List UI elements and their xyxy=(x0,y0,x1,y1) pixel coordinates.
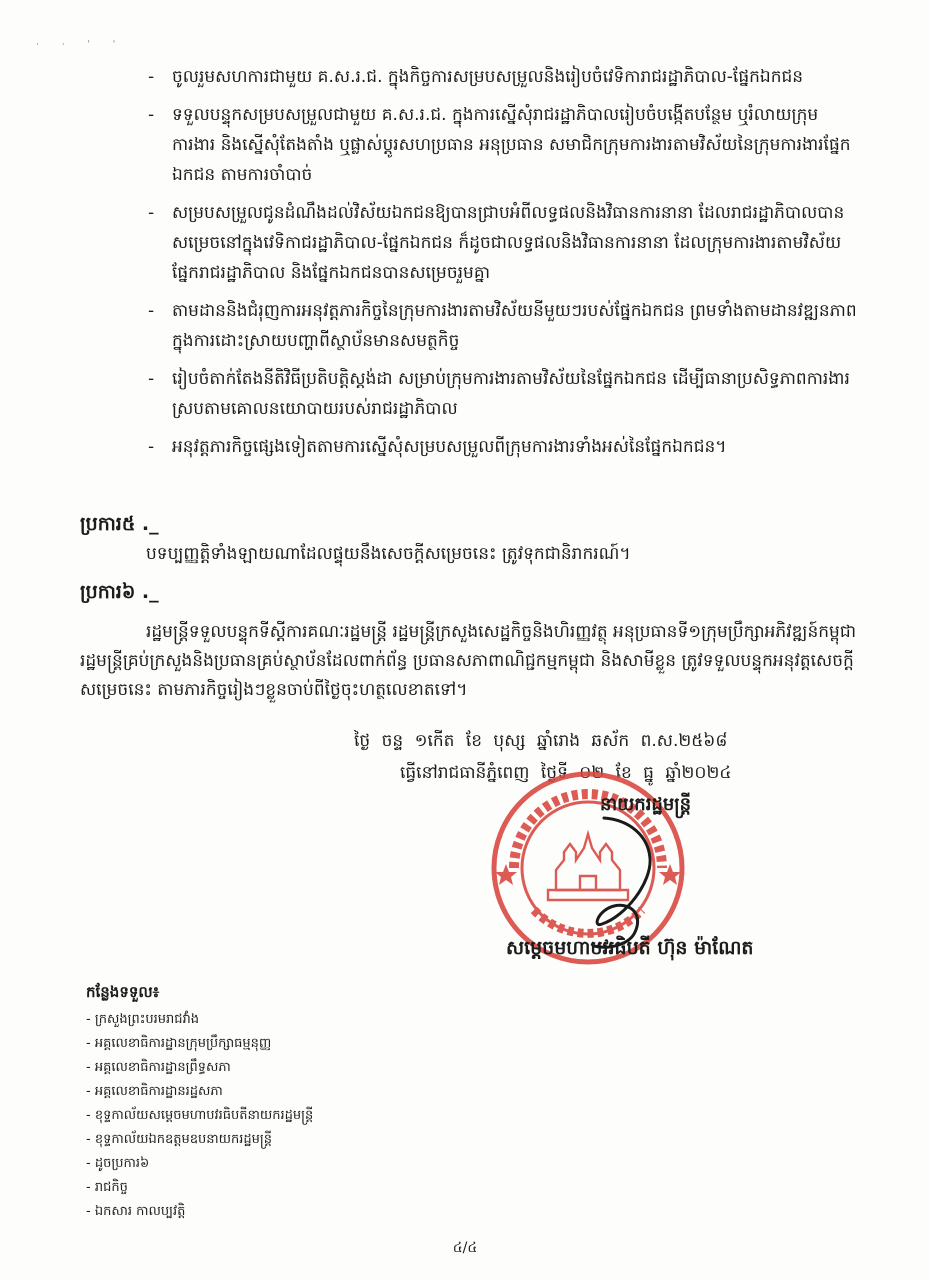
lunar-date: ថ្ងៃ ចន្ទ ១កើត ខែ បុស្ស ឆ្នាំរោង ឆស័ក ព.ស.២៥៦៨ xyxy=(354,731,728,751)
bullet-dash: - xyxy=(148,203,155,223)
recipient-item: - អគ្គលេខាធិការដ្ឋានព្រឹទ្ធសភា xyxy=(86,1060,231,1075)
recipient-item: - អគ្គលេខាធិការដ្ឋានរដ្ឋសភា xyxy=(86,1084,223,1099)
bullet-dash: - xyxy=(148,67,155,87)
bullet-item xyxy=(148,364,860,424)
article-5-body: បទប្បញ្ញត្តិទាំងឡាយណាដែលផ្ទុយនឹងសេចក្តីសម្រេចនេះ ត្រូវទុកជានិរាករណ៍។ xyxy=(146,544,631,564)
bullet-list xyxy=(148,62,860,470)
bullet-text: ទទួលបន្ទុកសម្របសម្រួលជាមួយ គ.ស.រ.ជ. ក្នុងការស្នើសុំរាជរដ្ឋាភិបាលរៀបចំបង្កើតបន្ថែម ឬរំលាយក្រុមការងារ និងស្នើសុំតែងតាំង ឬផ្លាស់ប្តូរសហប្រធាន អនុប្រធាន សមាជិកក្រុមការងារតាមវិស័យនៃក្រុមការងារផ្នែកឯកជន តាមការចាំបាច់ xyxy=(172,105,851,185)
recipient-item: - ឯកសារ កាលប្បវត្តិ xyxy=(86,1204,186,1219)
recipient-item: - រាជកិច្ច xyxy=(86,1180,128,1195)
signatory-title: នាយករដ្ឋមន្ត្រី xyxy=(600,794,692,815)
bullet-text: ចូលរួមសហការជាមួយ គ.ស.រ.ជ. ក្នុងកិច្ចការសម្របសម្រួលនិងរៀបចំវេទិការាជរដ្ឋាភិបាល-ផ្នែកឯកជន xyxy=(172,67,804,87)
recipient-item: - ខុទ្ទកាល័យសម្តេចមហាបវរធិបតីនាយករដ្ឋមន្ត្រី xyxy=(86,1108,314,1123)
bullet-item xyxy=(148,432,860,462)
bullet-item xyxy=(148,198,860,288)
bullet-item xyxy=(148,100,860,190)
solar-date: ធ្វើនៅរាជធានីភ្នំពេញ ថ្ងៃទី ០២ ខែ ធ្នូ ឆ្នាំ២០២៤ xyxy=(400,763,732,783)
bullet-dash: - xyxy=(148,301,155,321)
scan-specks: · · ˈ ˈ xyxy=(36,40,126,50)
article-6-title: ប្រការ៦ ._ xyxy=(80,581,159,603)
angkor-temple-icon xyxy=(548,834,628,900)
bullet-dash: - xyxy=(148,369,155,389)
signatory-name: សម្តេចមហាបវរធិបតី ហ៊ុន ម៉ាណែត xyxy=(506,937,754,959)
bullet-dash: - xyxy=(148,105,155,125)
bullet-item xyxy=(148,296,860,356)
recipients-title: កន្លែងទទួល៖ xyxy=(86,983,160,1001)
seal-lettering-arc-bottom xyxy=(534,910,642,933)
page-number: ៤/៤ xyxy=(452,1240,478,1256)
bullet-item xyxy=(148,62,860,92)
bullet-text: អនុវត្តភារកិច្ចផ្សេងទៀតតាមការស្នើសុំសម្របសម្រួលពីក្រុមការងារទាំងអស់នៃផ្នែកឯកជន។ xyxy=(172,437,727,457)
bullet-text: រៀបចំតាក់តែងនីតិវិធីប្រតិបត្តិស្តង់ដា សម្រាប់ក្រុមការងារតាមវិស័យនៃផ្នែកឯកជន ដើម្បីធានាប្រសិទ្ធភាពការងារ ស្របតាមគោលនយោបាយរបស់រាជរដ្ឋាភិបាល xyxy=(172,369,850,419)
recipient-item: - ក្រសួងព្រះបរមរាជវាំង xyxy=(86,1012,200,1027)
bullet-dash: - xyxy=(148,437,155,457)
bullet-text: សម្របសម្រួលជូនដំណឹងដល់វិស័យឯកជនឱ្យបានជ្រាបអំពីលទ្ធផលនិងវិធានការនានា ដែលរាជរដ្ឋាភិបាលបានសម្រេចនៅក្នុងវេទិកាជរដ្ឋាភិបាល-ផ្នែកឯកជន ក៏ដូចជាលទ្ធផលនិងវិធានការនានា ដែលក្រុមការងារតាមវិស័យផ្នែករាជរដ្ឋាភិបាល និងផ្នែកឯកជនបានសម្រេចរួមគ្នា xyxy=(172,203,845,283)
recipient-item: - អគ្គលេខាធិការដ្ឋានក្រុមប្រឹក្សាធម្មនុញ្ញ xyxy=(86,1036,272,1051)
recipient-item: - ដូចប្រការ៦ xyxy=(86,1156,150,1171)
recipients-list xyxy=(86,1008,486,1224)
article-5-title: ប្រការ៥ ._ xyxy=(80,513,159,535)
bullet-text: តាមដាននិងជំរុញការអនុវត្តភារកិច្ចនៃក្រុមការងារតាមវិស័យនីមួយៗរបស់ផ្នែកឯកជន ព្រមទាំងតាមដានវឌ្ឍនភាពក្នុងការដោះស្រាយបញ្ហាពីស្ថាប័នមានសមត្ថកិច្ច xyxy=(172,301,857,351)
recipient-item: - ខុទ្ទកាល័យឯកឧត្តមឧបនាយករដ្ឋមន្ត្រី xyxy=(86,1132,272,1147)
article-6-body: រដ្ឋមន្ត្រីទទួលបន្ទុកទីស្តីការគណៈរដ្ឋមន្ត្រី រដ្ឋមន្ត្រីក្រសួងសេដ្ឋកិច្ចនិងហិរញ្ញវត្ថុ អនុប្រធានទី១ក្រុមប្រឹក្សាអភិវឌ្ឍន៍កម្ពុជា រដ្ឋមន្ត្រីគ្រប់ក្រសួងនិងប្រធានគ្រប់ស្ថាប័នដែលពាក់ព័ន្ធ ប្រធានសភាពាណិជ្ជកម្មកម្ពុជា និងសាមីខ្លួន ត្រូវទទួលបន្ទុកអនុវត្តសេចក្តីសម្រេចនេះ តាមភារកិច្ចរៀងៗខ្លួនចាប់ពីថ្ងៃចុះហត្ថលេខាតទៅ។ xyxy=(80,622,857,700)
